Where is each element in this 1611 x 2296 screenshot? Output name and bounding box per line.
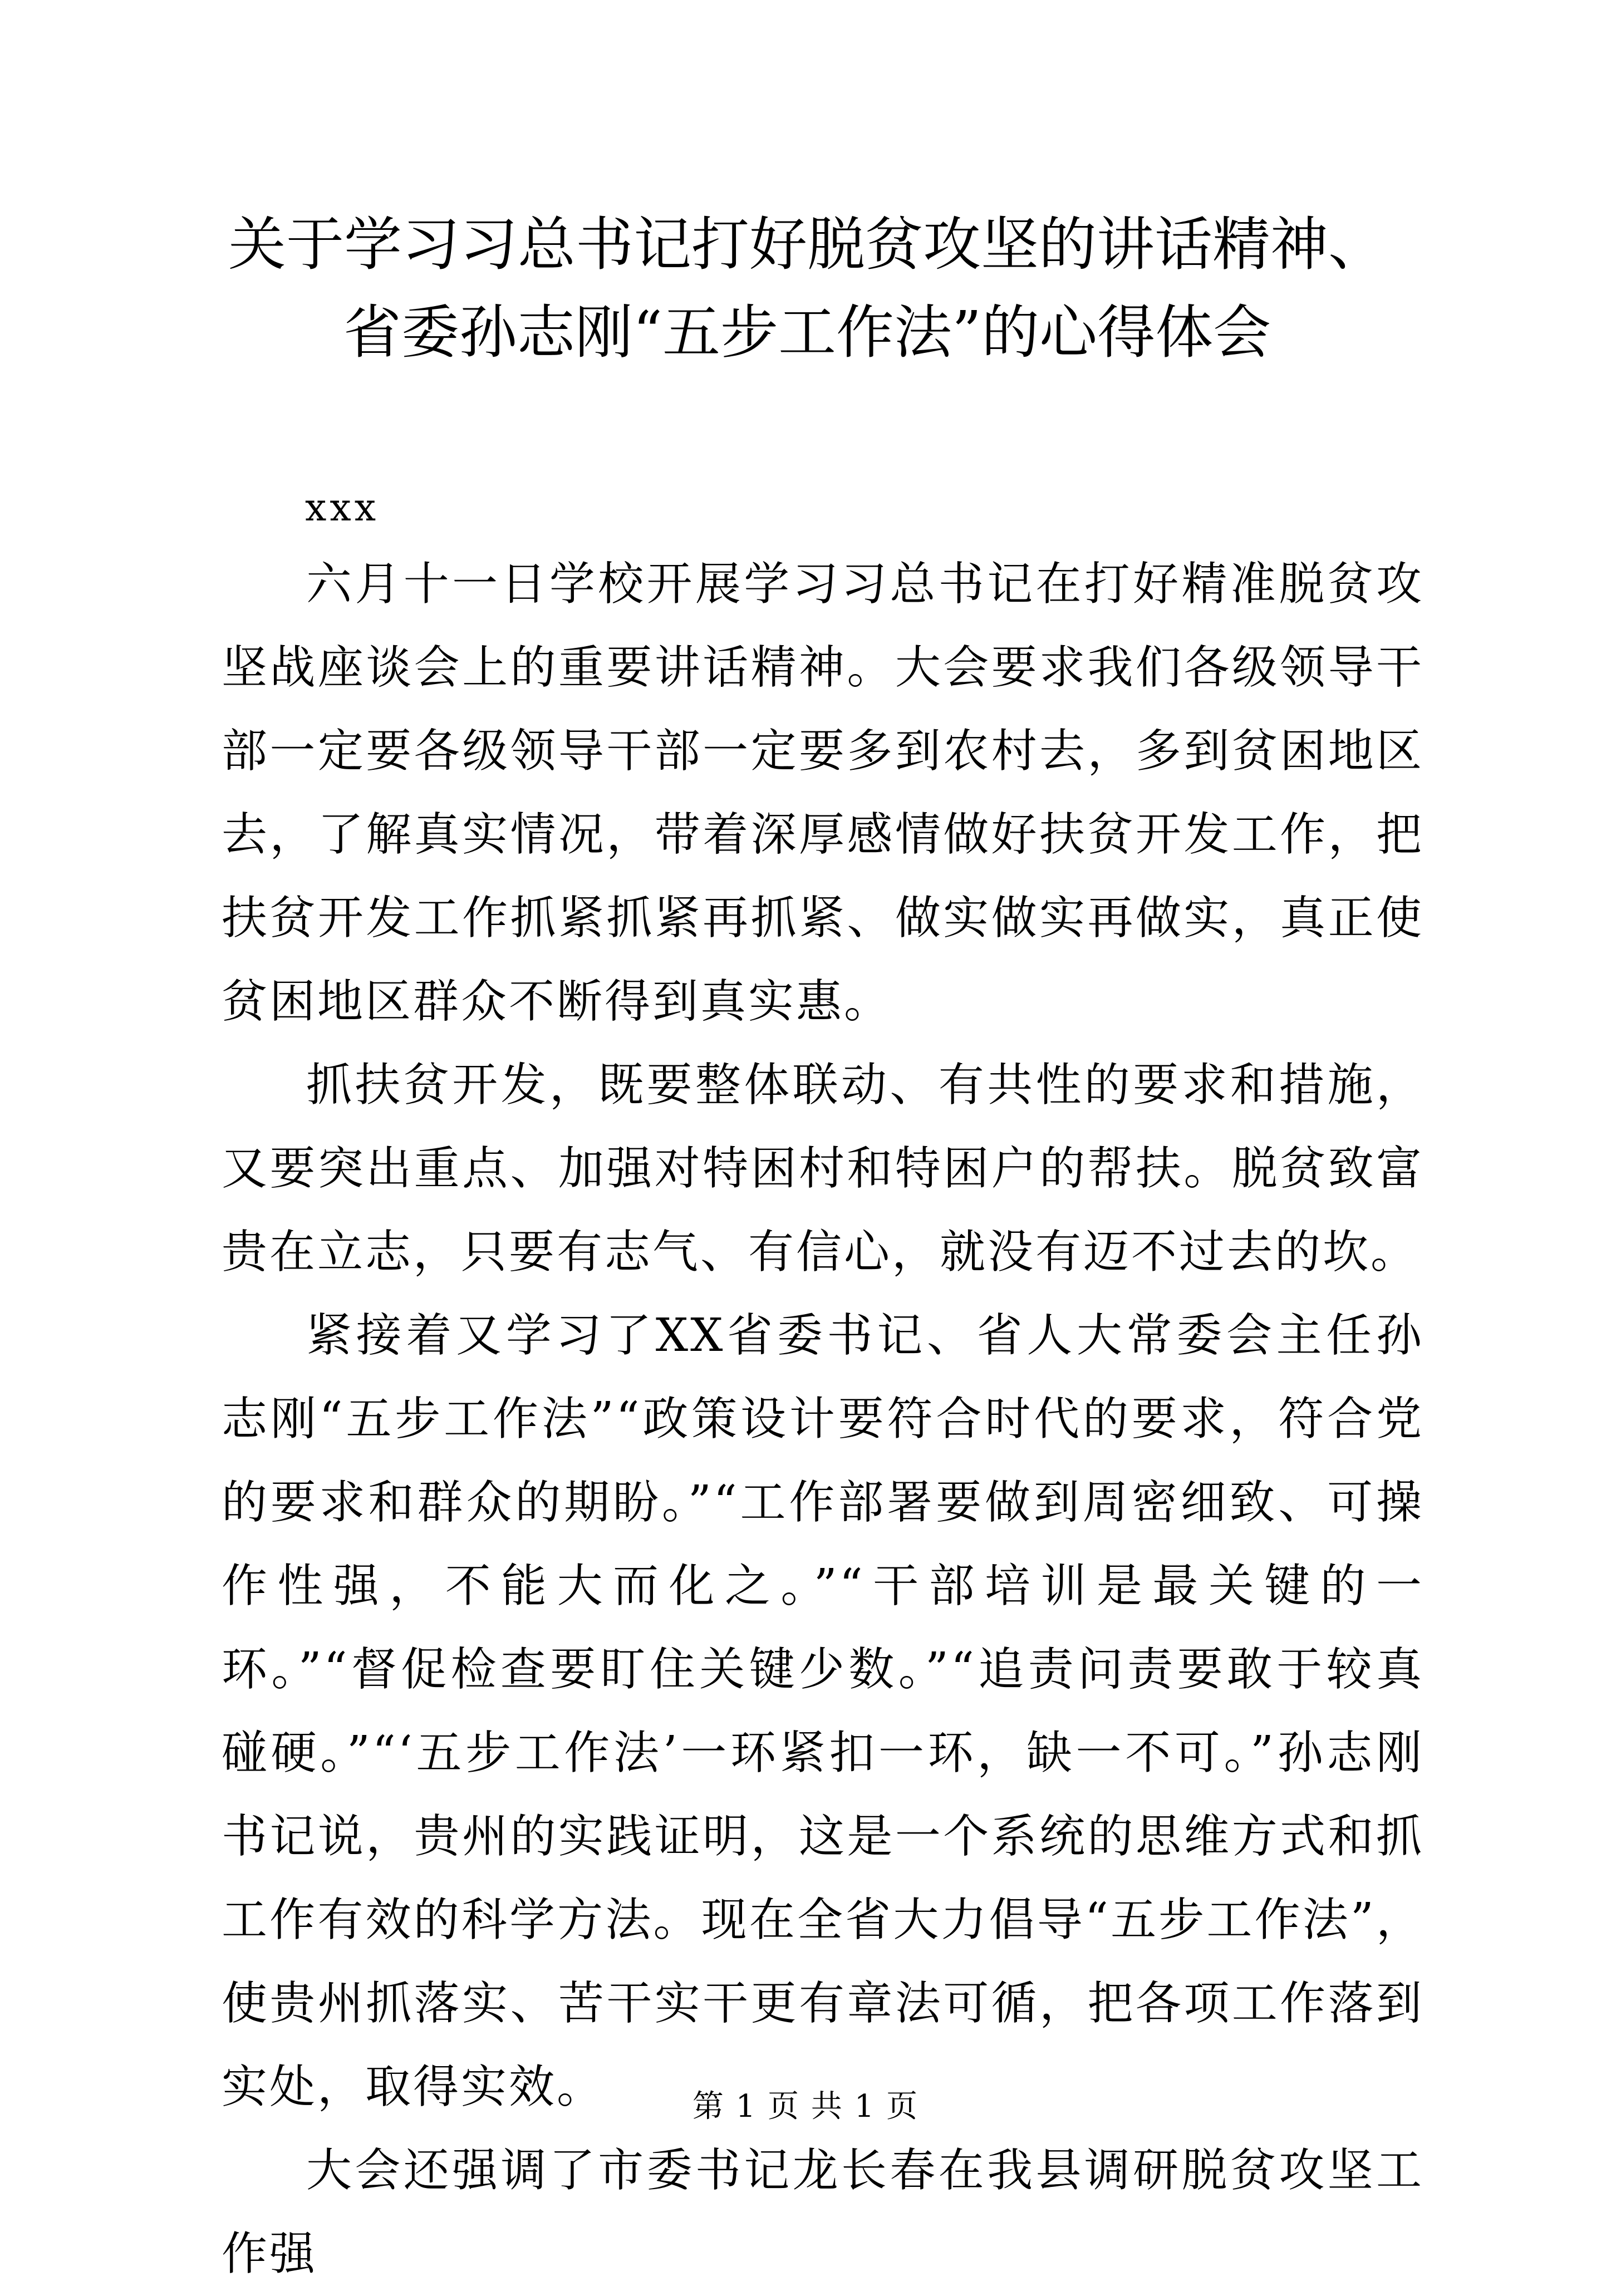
title-line-1: 关于学习习总书记打好脱贫攻坚的讲话精神、 xyxy=(228,210,1386,278)
paragraph-1: 六月十一日学校开展学习习总书记在打好精准脱贫攻坚战座谈会上的重要讲话精神。大会要求我们各级领导干部一定要各级领导干部一定要多到农村去，多到贫困地区去，了解真实情况，带着深厚感情做好扶贫开发工作，把扶贫开发工作抓紧抓紧再抓紧、做实做实再做实，真正使贫困地区群众不断得到真实惠。 xyxy=(222,558,1424,1028)
title-line-2: 省委孙志刚“五步工作法”的心得体会 xyxy=(343,298,1271,366)
document-body xyxy=(222,543,1424,2296)
paragraph-2: 抓扶贫开发，既要整体联动、有共性的要求和措施，又要突出重点、加强对特困村和特困户的帮扶。脱贫致富贵在立志，只要有志气、有信心，就没有迈不过去的坎。 xyxy=(222,1059,1424,1279)
document-title xyxy=(167,200,1447,376)
paragraph-3: 紧接着又学习了XX省委书记、省人大常委会主任孙志刚“五步工作法”“政策设计要符合时代的要求，符合党的要求和群众的期盼。”“工作部署要做到周密细致、可操作性强，不能大而化之。”“干部培训是最关键的一环。”“督促检查要盯住关键少数。”“追责问责要敢于较真碰硬。”“‘五步工作法’一环紧扣一环，缺一不可。”孙志刚书记说，贵州的实践证明，这是一个系统的思维方式和抓工作有效的科学方法。现在全省大力倡导“五步工作法”，使贵州抓落实、苦干实干更有章法可循，把各项工作落到实处，取得实效。 xyxy=(222,1309,1424,2113)
paragraph-4: 大会还强调了市委书记龙长春在我县调研脱贫攻坚工作强 xyxy=(222,2144,1424,2280)
page-footer: 第 1 页 共 1 页 xyxy=(692,2088,919,2125)
author-name: xxx xyxy=(305,486,380,530)
